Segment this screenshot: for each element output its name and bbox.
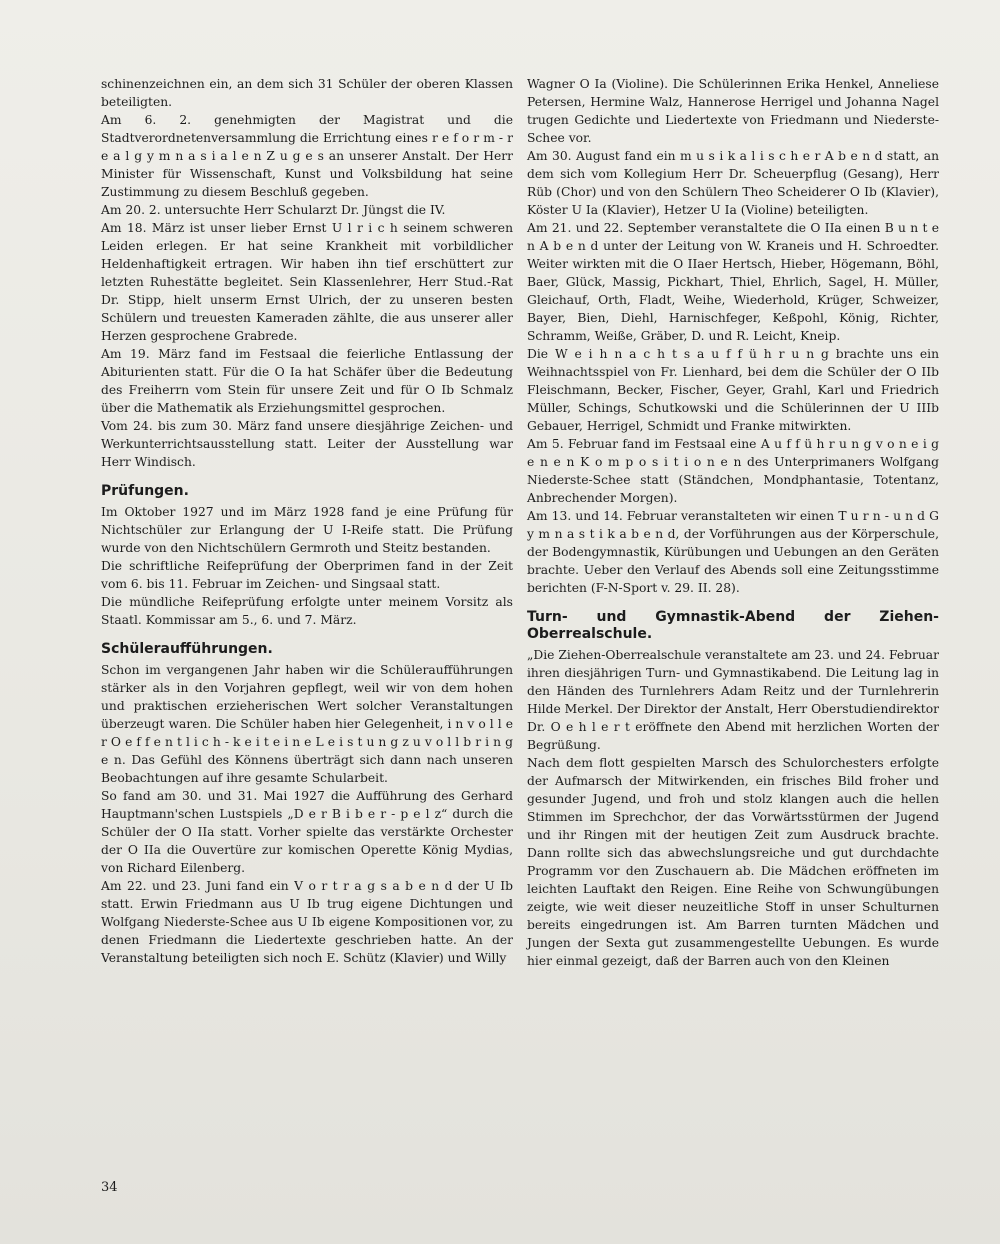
paragraph: Am 22. und 23. Juni fand ein V o r t r a g s a b e n d der U Ib statt. Erwin Friedmann aus U Ib trug eigene Dichtungen und Wolfgang Niederste-Schee aus U Ib eigene Kompositionen vor, zu denen Friedmann die Liedertexte geschrieben hatte. An der Veranstaltung beteiligten sich noch E. Schütz (Klavier) und Willy	[101, 879, 513, 965]
paragraph: Wagner O Ia (Violine). Die Schülerinnen Erika Henkel, Anneliese Petersen, Hermine Walz, Hannerose Herrigel und Johanna Nagel trugen Gedichte und Liedertexte von Friedmann und Niederste-Schee vor.	[527, 77, 939, 145]
paragraph: Am 13. und 14. Februar veranstalteten wir einen T u r n - u n d G y m n a s t i k a b e n d, der Vorführungen aus der Körperschule, der Bodengymnastik, Kürübungen und Uebungen an den Geräten brachte. Ueber den Verlauf des Abends soll eine Zeitungsstimme berichten (F-N-Sport v. 29. II. 28).	[527, 509, 939, 595]
section-heading: Prüfungen.	[101, 483, 189, 499]
paragraph: schinenzeichnen ein, an dem sich 31 Schüler der oberen Klassen beteiligten.	[101, 77, 513, 109]
paragraph: Die schriftliche Reifeprüfung der Oberprimen fand in der Zeit vom 6. bis 11. Februar im Zeichen- und Singsaal statt.	[101, 559, 513, 591]
left-text-column	[101, 75, 513, 967]
paragraph: „Die Ziehen-Oberrealschule veranstaltete am 23. und 24. Februar ihren diesjährigen Turn- und Gymnastikabend. Die Leitung lag in den Händen des Turnlehrers Adam Reitz und der Turnlehrerin Hilde Merkel. Der Direktor der Anstalt, Herr Oberstudiendirektor Dr. O e h l e r t eröffnete den Abend mit herzlichen Worten der Begrüßung.	[527, 648, 939, 752]
paragraph: Schon im vergangenen Jahr haben wir die Schüleraufführungen stärker als in den Vorjahren gepflegt, weil wir von dem hohen und praktischen erzieherischen Wert solcher Veranstaltungen überzeugt waren. Die Schüler haben hier Gelegenheit, i n v o l l e r O e f f e n t l i c h - k e i t e i n e L e i s t u n g z u v o l l b r i n g e n. Das Gefühl des Könnens überträgt sich dann nach unseren Beobachtungen auf ihre gesamte Schularbeit.	[101, 663, 513, 785]
paragraph: Am 21. und 22. September veranstaltete die O IIa einen B u n t e n A b e n d unter der Leitung von W. Kraneis und H. Schroedter. Weiter wirkten mit die O IIaer Hertsch, Hieber, Högemann, Böhl, Baer, Glück, Massig, Pickhart, Thiel, Ehrlich, Sagel, H. Müller, Gleichauf, Orth, Fladt, Weihe, Wiederhold, Krüger, Schweizer, Bayer, Bien, Diehl, Harnischfeger, Keßpohl, König, Richter, Schramm, Weiße, Gräber, D. und R. Leicht, Kneip.	[527, 221, 939, 343]
page-number: 34	[101, 1180, 118, 1195]
paragraph: Am 20. 2. untersuchte Herr Schularzt Dr. Jüngst die IV.	[101, 203, 446, 217]
paragraph: Am 30. August fand ein m u s i k a l i s c h e r A b e n d statt, an dem sich vom Kollegium Herr Dr. Scheuerpflug (Gesang), Herr Rüb (Chor) und von den Schülern Theo Scheiderer O Ib (Klavier), Köster U Ia (Klavier), Hetzer U Ia (Violine) beteiligten.	[527, 149, 939, 217]
paragraph: Die mündliche Reifeprüfung erfolgte unter meinem Vorsitz als Staatl. Kommissar am 5., 6. und 7. März.	[101, 595, 513, 627]
paragraph: Vom 24. bis zum 30. März fand unsere diesjährige Zeichen- und Werkunterrichtsausstellung statt. Leiter der Ausstellung war Herr Windisch.	[101, 419, 513, 469]
section-heading: Turn- und Gymnastik-Abend der Ziehen-Oberrealschule.	[527, 609, 939, 642]
paragraph: Am 19. März fand im Festsaal die feierliche Entlassung der Abiturienten statt. Für die O Ia hat Schäfer über die Bedeutung des Freiherrn vom Stein für unsere Zeit und für O Ib Schmalz über die Mathematik als Erziehungsmittel gesprochen.	[101, 347, 513, 415]
paragraph: Die W e i h n a c h t s a u f f ü h r u n g brachte uns ein Weihnachtsspiel von Fr. Lienhard, bei dem die Schüler der O IIb Fleischmann, Becker, Fischer, Geyer, Grahl, Karl und Friedrich Müller, Schings, Schutkowski und die Schülerinnen der U IIIb Gebauer, Herrigel, Schmidt und Franke mitwirkten.	[527, 347, 939, 433]
paragraph: Im Oktober 1927 und im März 1928 fand je eine Prüfung für Nichtschüler zur Erlangung der U I-Reife statt. Die Prüfung wurde von den Nichtschülern Germroth und Steitz bestanden.	[101, 505, 513, 555]
paragraph: Am 5. Februar fand im Festsaal eine A u f f ü h r u n g v o n e i g e n e n K o m p o s i t i o n e n des Unterprimaners Wolfgang Niederste-Schee statt (Ständchen, Mondphantasie, Totentanz, Anbrechender Morgen).	[527, 437, 939, 505]
paragraph: Am 18. März ist unser lieber Ernst U l r i c h seinem schweren Leiden erlegen. Er hat seine Krankheit mit vorbildlicher Heldenhaftigkeit ertragen. Wir haben ihn tief erschüttert zur letzten Ruhestätte begleitet. Sein Klassenlehrer, Herr Stud.-Rat Dr. Stipp, hielt unserm Ernst Ulrich, der zu unseren besten Schülern und treuesten Kameraden zählte, die aus unserer aller Herzen gesprochene Grabrede.	[101, 221, 513, 343]
right-text-column	[527, 75, 939, 970]
section-heading: Schüleraufführungen.	[101, 641, 273, 657]
paragraph: Am 6. 2. genehmigten der Magistrat und die Stadtverordnetenversammlung die Errichtung eines r e f o r m - r e a l g y m n a s i a l e n Z u g e s an unserer Anstalt. Der Herr Minister für Wissenschaft, Kunst und Volksbildung hat seine Zustimmung zu diesem Beschluß gegeben.	[101, 113, 513, 199]
paragraph: Nach dem flott gespielten Marsch des Schulorchesters erfolgte der Aufmarsch der Mitwirkenden, ein frisches Bild froher und gesunder Jugend, und froh und stolz klangen auch die hellen Stimmen im Sprechchor, der das Vorwärtsstürmen der Jugend und ihr Ringen mit der heutigen Zeit zum Ausdruck brachte. Dann rollte sich das abwechslungsreiche und gut durchdachte Programm vor den Zuschauern ab. Die Mädchen eröffneten im leichten Lauftakt den Reigen. Eine Reihe von Schwungübungen zeigte, wie weit dieser neuzeitliche Stoff in unser Schulturnen bereits eingedrungen ist. Am Barren turnten Mädchen und Jungen der Sexta gut zusammengestellte Uebungen. Es wurde hier einmal gezeigt, daß der Barren auch von den Kleinen	[527, 756, 939, 968]
paragraph: So fand am 30. und 31. Mai 1927 die Aufführung des Gerhard Hauptmann'schen Lustspiels „D e r B i b e r - p e l z“ durch die Schüler der O IIa statt. Vorher spielte das verstärkte Orchester der O IIa die Ouvertüre zur komischen Operette König Mydias, von Richard Eilenberg.	[101, 789, 513, 875]
